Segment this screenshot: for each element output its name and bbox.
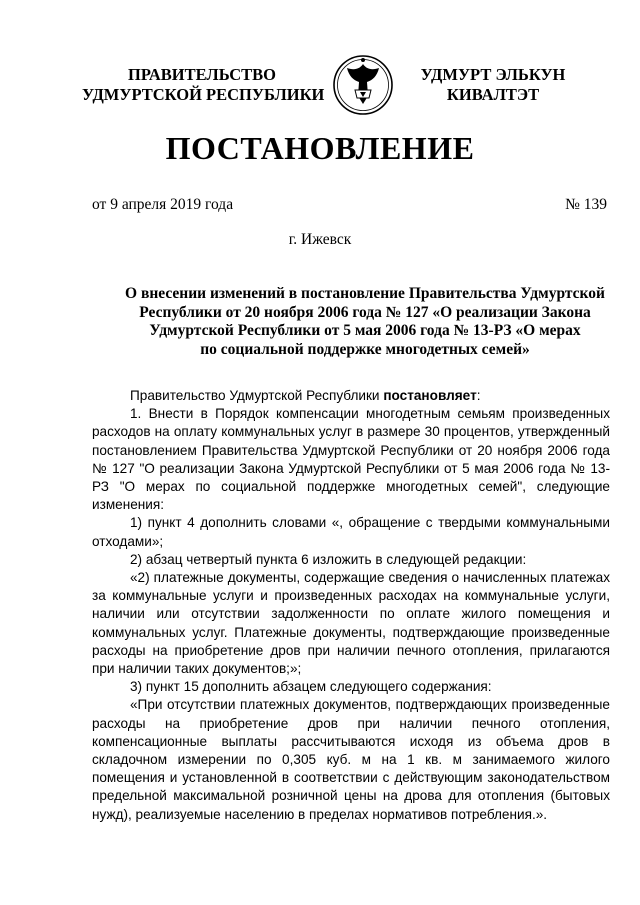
intro-colon: : [476, 388, 481, 403]
paragraph-5: 3) пункт 15 дополнить абзацем следующего содержания: [130, 679, 492, 695]
document-number: № 139 [565, 196, 607, 213]
document-body [92, 387, 610, 824]
coat-of-arms-icon [331, 52, 395, 116]
document-title: ПОСТАНОВЛЕНИЕ [165, 130, 475, 166]
intro-text: Правительство Удмуртской Республики [130, 388, 380, 403]
issuer-line: КИВАЛТЭТ [446, 85, 540, 104]
subject-line: по социальной поддержке многодетных семей» [200, 340, 530, 358]
paragraph-4: «2) платежные документы, содержащие сведения о начисленных платежах за коммунальные услуги и произведенных расходах на коммунальные услуги, наличии или отсутствии задолженности по оплате жилого помещения и коммунальных услуг. Платежные документы, подтверждающие произведенные расходы на приобретение дров при наличии печного отопления, прилагаются при наличии таких документов;»; [92, 570, 610, 677]
subject-line: Республики от 20 ноября 2006 года № 127 «О реализации Закона [139, 303, 591, 321]
paragraph-6: «При отсутствии платежных документов, подтверждающих произведенные расходы на приобретение дров при наличии печного отопления, компенсационные выплаты рассчитываются исходя из объема дров в складочном измерении по 0,305 куб. м на 1 кв. м занимаемого жилого помещения и установленной в соответствии с действующим законодательством предельной максимальной розничной цены на дрова для отопления (бытовых нужд), реализуемые населению в пределах нормативов потребления.». [92, 697, 610, 822]
subject-line: О внесении изменений в постановление Правительства Удмуртской [125, 285, 605, 302]
issuer-name-russian [82, 65, 325, 105]
paragraph-3: 2) абзац четвертый пункта 6 изложить в следующей редакции: [130, 551, 527, 567]
issuer-line: УДМУРТСКОЙ РЕСПУБЛИКИ [82, 85, 325, 104]
intro-decree-word: постановляет [383, 388, 477, 403]
issuer-name-udmurt [418, 65, 568, 105]
issuer-line: ПРАВИТЕЛЬСТВО [128, 65, 276, 84]
subject-line: Удмуртской Республики от 5 мая 2006 года № 13-РЗ «О мерах [149, 322, 581, 339]
intro-paragraph [92, 387, 610, 405]
paragraph-1: 1. Внести в Порядок компенсации многодетным семьям произведенных расходов на оплату коммунальных услуг в размере 30 процентов, утвержденный постановлением Правительства Удмуртской Республики от 20 ноября 2006 года № 127 "О реализации Закона Удмуртской Республики от 5 мая 2006 года № 13-РЗ "О мерах по социальной поддержке многодетных семей", следующие изменения: [92, 406, 610, 513]
issuer-line: УДМУРТ ЭЛЬКУН [420, 65, 566, 84]
document-city: г. Ижевск [288, 231, 352, 248]
paragraph-2: 1) пункт 4 дополнить словами «, обращение с твердыми коммунальными отходами»; [92, 515, 610, 549]
document-subject [120, 285, 610, 359]
document-date: от 9 апреля 2019 года [92, 196, 234, 213]
